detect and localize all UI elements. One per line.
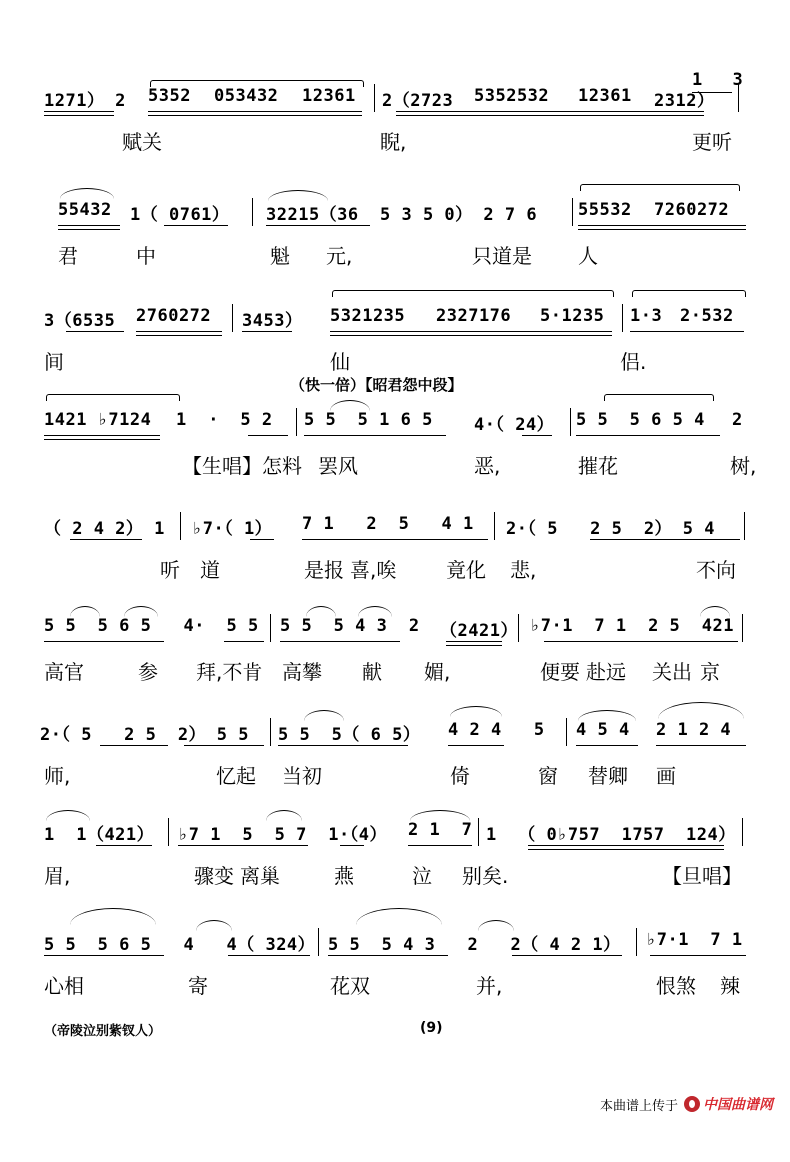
notation-group: 2760272: [136, 306, 212, 326]
notation-group: 2 1 7: [408, 820, 473, 840]
beam-underline: [136, 331, 222, 332]
beam-underline: [328, 955, 448, 956]
beam-underline: [44, 115, 114, 116]
notation-row: [0, 922, 790, 956]
beam-underline: [396, 111, 704, 112]
notation-group: 1421 ♭7124: [44, 410, 152, 430]
beam-underline: [340, 845, 364, 846]
lyric: 悲,: [510, 558, 537, 582]
lyric: 京: [700, 660, 720, 684]
lyric: 骤变: [194, 864, 234, 888]
page-number: (9): [420, 1020, 443, 1036]
site-logo[interactable]: [684, 1094, 773, 1114]
notation-group: 2·（ 5 2 5 2） 5 4: [506, 519, 715, 539]
notation-row: [0, 298, 790, 332]
beam-underline: [278, 745, 408, 746]
phrase-slur: [632, 290, 746, 297]
barline: [572, 198, 573, 226]
barline: [622, 304, 623, 332]
lyric: 侣.: [620, 350, 647, 374]
beam-underline: [650, 955, 746, 956]
phrase-slur: [150, 80, 364, 87]
notation-row: [0, 78, 790, 112]
beam-underline: [448, 745, 504, 746]
beam-underline: [70, 539, 142, 540]
notation-group: 5352532: [474, 86, 550, 106]
footer-attribution: [600, 1094, 773, 1114]
lyric: 当初: [282, 764, 322, 788]
notation-group: 5 5 5 1 6 5: [304, 410, 433, 430]
lyric: 离巢: [240, 864, 280, 888]
barline: [636, 928, 637, 956]
lyric: 辣: [720, 974, 740, 998]
lyric: 拜,不肯: [196, 660, 263, 684]
lyric: 中: [136, 244, 156, 268]
lyric: 听: [160, 558, 180, 582]
notation-group: 1 1（421）: [44, 825, 155, 845]
slur: [60, 188, 114, 199]
lyric: 参: [138, 660, 158, 684]
lyric: 恶,: [474, 454, 501, 478]
beam-underline: [100, 745, 168, 746]
lyric: 摧花: [578, 454, 618, 478]
barline: [478, 818, 479, 846]
lyric: 赋关: [122, 130, 162, 154]
notation-group: 5 5 5（ 6 5）: [278, 725, 421, 745]
beam-underline: [446, 645, 502, 646]
beam-underline: [630, 331, 744, 332]
beam-underline: [528, 849, 724, 850]
phrase-slur: [604, 394, 714, 401]
notation-group: （2421）: [440, 621, 518, 641]
barline: [180, 512, 181, 540]
beam-underline: [248, 435, 288, 436]
notation-group: 5 5 5 4 3 2: [280, 616, 420, 636]
notation-group: 4·（ 24）: [474, 415, 555, 435]
beam-underline: [446, 641, 502, 642]
phrase-slur: [580, 184, 740, 191]
lyric: 只道是: [472, 244, 532, 268]
lyric: 不向: [696, 558, 736, 582]
beam-underline: [330, 331, 612, 332]
beam-underline: [228, 955, 310, 956]
notation-group: 32215（36: [266, 205, 359, 225]
lyric: 燕: [334, 864, 354, 888]
notation-group: 5·1235: [540, 306, 605, 326]
lyric: 献: [362, 660, 382, 684]
notation-group: 4 5 4: [576, 720, 630, 740]
barline: [168, 818, 169, 846]
beam-underline: [396, 115, 704, 116]
notation-group: 5 5 5 6 5 4· 5 5: [44, 616, 259, 636]
lyric: 间: [44, 350, 64, 374]
lyrics-row: [0, 126, 790, 156]
notation-group: ♭7·（ 1）: [192, 519, 273, 539]
notation-group: 1 · 5 2: [176, 410, 273, 430]
notation-group: 5 5 5 6 5 4: [576, 410, 705, 430]
lyric: 更听: [692, 130, 732, 154]
beam-underline: [224, 641, 264, 642]
barline: [518, 614, 519, 642]
lyrics-row: [0, 760, 790, 790]
notation-group: ♭7 1 5 5 7 1·（4）: [178, 825, 387, 845]
phrase-slur: [332, 290, 614, 297]
barline: [742, 818, 743, 846]
notation-group: 12361: [578, 86, 632, 106]
lyric: 睨,: [380, 130, 407, 154]
barline: [570, 408, 571, 436]
lyric: 恨煞: [656, 974, 696, 998]
beam-underline: [148, 115, 362, 116]
barline: [744, 512, 745, 540]
lyric: 寄: [188, 974, 208, 998]
lyrics-row: [0, 450, 790, 480]
beam-underline: [576, 435, 720, 436]
lyric: 泣: [412, 864, 432, 888]
beam-underline: [512, 955, 622, 956]
logo-mark-icon: [684, 1096, 700, 1112]
lyric: 关出: [652, 660, 692, 684]
lyric: 倚: [450, 764, 470, 788]
beam-underline: [578, 225, 746, 226]
beam-underline: [528, 845, 724, 846]
beam-underline: [178, 845, 308, 846]
slur: [658, 702, 744, 719]
lyric: 媚,: [424, 660, 451, 684]
lyrics-row: [0, 860, 790, 890]
beam-underline: [44, 641, 164, 642]
lyric: 魁: [270, 244, 290, 268]
notation-group: 2312）: [654, 91, 715, 111]
lyric: 并,: [476, 974, 503, 998]
lyric: 人: [578, 244, 598, 268]
beam-underline: [44, 111, 114, 112]
notation-group: 7 1 2 5 4 1: [302, 514, 474, 534]
barline: [318, 928, 319, 956]
beam-underline: [544, 641, 738, 642]
notation-group: 55432: [58, 200, 112, 220]
lyric: 仙: [330, 350, 350, 374]
notation-group: 1（ 0761）: [130, 205, 230, 225]
lyric: 道: [200, 558, 220, 582]
notation-group: 5 3 5 0） 2 7 6: [380, 205, 538, 225]
notation-group: （ 2 4 2） 1: [44, 519, 165, 539]
lyric: 赴远: [586, 660, 626, 684]
lyric: 竟化: [446, 558, 486, 582]
lyric: 高攀: [282, 660, 322, 684]
notation-group: 1 （ 0♭757 1757 124）: [486, 825, 736, 845]
notation-group: 1271） 2: [44, 91, 126, 111]
notation-group: 55532: [578, 200, 632, 220]
barline: [232, 304, 233, 332]
lyric: 画: [656, 764, 676, 788]
lyric: 罢风: [318, 454, 358, 478]
lyric: 窗: [538, 764, 558, 788]
notation-group: 2: [732, 410, 743, 430]
notation-group: ♭7·1 7 1: [646, 930, 743, 950]
barline: [374, 84, 375, 112]
notation-group: ♭7·1 7 1 2 5 421: [530, 616, 734, 636]
lyric: 心相: [44, 974, 84, 998]
beam-underline: [656, 745, 746, 746]
slur: [356, 908, 442, 925]
notation-group: 053432: [214, 86, 279, 106]
notation-group: 5 5 5 4 3 2 2（ 4 2 1）: [328, 935, 621, 955]
beam-underline: [58, 229, 120, 230]
lyric: 花双: [330, 974, 370, 998]
lyric: 高官: [44, 660, 84, 684]
notation-group: 12361: [302, 86, 356, 106]
beam-underline: [522, 435, 552, 436]
beam-underline: [280, 641, 400, 642]
lyric: 【生唱】怎料: [182, 454, 302, 478]
notation-group: 3453）: [242, 311, 303, 331]
beam-underline: [692, 92, 732, 93]
slur: [70, 908, 156, 925]
notation-group: 3（6535: [44, 311, 116, 331]
lyric: 眉,: [44, 864, 71, 888]
barline: [252, 198, 253, 226]
beam-underline: [576, 745, 638, 746]
notation-group: 2 1 2 4: [656, 720, 732, 740]
barline: [270, 614, 271, 642]
lyric: 元,: [326, 244, 353, 268]
notation-group: 5 5 5 6 5 4 4（ 324）: [44, 935, 316, 955]
beam-underline: [266, 225, 370, 226]
beam-underline: [302, 539, 488, 540]
lyrics-row: [0, 656, 790, 686]
beam-underline: [242, 331, 292, 332]
lyric: 是报: [304, 558, 344, 582]
notation-group: 4 2 4 5: [448, 720, 545, 740]
barline: [742, 614, 743, 642]
beam-underline: [58, 225, 120, 226]
lyric: 【旦唱】: [662, 864, 742, 888]
notation-row: [0, 812, 790, 846]
lyric: 树,: [730, 454, 757, 478]
notation-row: [0, 608, 790, 642]
lyric: 替卿: [588, 764, 628, 788]
notation-row: [0, 506, 790, 540]
phrase-slur: [46, 394, 180, 401]
lyrics-row: [0, 346, 790, 376]
notation-group: 7260272: [654, 200, 730, 220]
upper-ornament-notes: 1 3: [692, 70, 753, 90]
lyrics-row: [0, 970, 790, 1000]
lyrics-row: [0, 554, 790, 584]
notation-group: 2·532: [680, 306, 734, 326]
beam-underline: [330, 335, 612, 336]
beam-underline: [96, 845, 152, 846]
notation-group: 2327176: [436, 306, 512, 326]
barline: [494, 512, 495, 540]
barline: [566, 718, 567, 746]
beam-underline: [304, 435, 446, 436]
notation-group: 5321235: [330, 306, 406, 326]
barline: [270, 718, 271, 746]
notation-group: 2（2723: [382, 91, 454, 111]
notation-group: 5352: [148, 86, 191, 106]
section-heading: （快一倍）【昭君怨中段】: [290, 376, 463, 394]
upload-note: 本曲谱上传于: [600, 1098, 679, 1114]
beam-underline: [250, 539, 274, 540]
beam-underline: [408, 845, 472, 846]
beam-underline: [44, 439, 160, 440]
beam-underline: [66, 331, 124, 332]
beam-underline: [44, 955, 164, 956]
barline: [296, 408, 297, 436]
lyric: 别矣.: [462, 864, 509, 888]
notation-row: [0, 402, 790, 436]
notation-row: [0, 192, 790, 226]
footer-source-title: （帝陵泣别紫钗人）: [44, 1024, 162, 1039]
beam-underline: [136, 335, 222, 336]
beam-underline: [148, 111, 362, 112]
lyric: 师,: [44, 764, 71, 788]
slur: [450, 706, 502, 717]
beam-underline: [590, 539, 740, 540]
lyric: 便要: [540, 660, 580, 684]
notation-group: 1·3: [630, 306, 663, 326]
lyric: 君: [58, 244, 78, 268]
beam-underline: [578, 229, 746, 230]
notation-group: 2·（ 5 2 5 2） 5 5: [40, 725, 249, 745]
lyrics-row: [0, 240, 790, 270]
site-name: 中国曲谱网: [703, 1097, 774, 1113]
beam-underline: [184, 745, 264, 746]
beam-underline: [44, 435, 160, 436]
lyric: 忆起: [216, 764, 256, 788]
beam-underline: [164, 225, 228, 226]
lyric: 喜,唉: [350, 558, 397, 582]
